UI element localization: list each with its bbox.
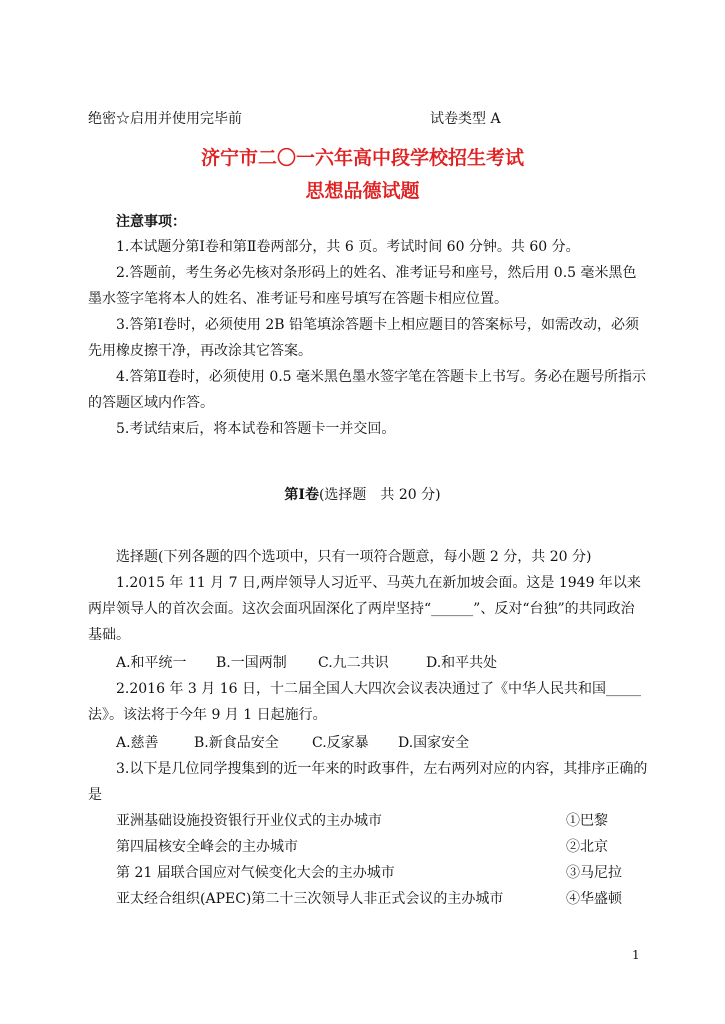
option-d: D.国家安全 <box>398 735 470 751</box>
match-event: 第 21 届联合国应对气候变化大会的主办城市 <box>116 865 395 881</box>
match-row <box>116 808 656 834</box>
question-1-stem: 1.2015 年 11 月 7 日,两岸领导人习近平、马英九在新加坡会面。这是 1949 年以来两岸领导人的首次会面。这次会面巩固深化了两岸坚持“______”、反对“台独”的共同政治基础。 <box>88 575 641 643</box>
match-event: 亚洲基础设施投资银行开业仪式的主办城市 <box>116 813 382 829</box>
notice-item-4: 4.答第Ⅱ卷时，必须使用 0.5 毫米黑色墨水签字笔在答题卡上书写。务必在题号所指示的答题区域内作答。 <box>88 369 647 411</box>
match-city: ①巴黎 <box>566 813 608 829</box>
paper-type-label: 试卷类型 A <box>430 111 501 127</box>
match-city: ②北京 <box>566 839 608 855</box>
exam-title: 济宁市二〇一六年高中段学校招生考试 <box>200 147 524 169</box>
match-city: ③马尼拉 <box>566 865 622 881</box>
option-b: B.新食品安全 <box>194 735 279 751</box>
option-a: A.和平统一 <box>116 655 187 671</box>
option-d: D.和平共处 <box>426 655 498 671</box>
option-c: C.九二共识 <box>318 655 389 671</box>
section1-label: 第Ⅰ卷 <box>284 487 319 503</box>
match-row <box>116 834 656 860</box>
choice-instructions: 选择题(下列各题的四个选项中，只有一项符合题意，每小题 2 分，共 20 分) <box>116 549 592 565</box>
question-2-options <box>116 732 469 752</box>
match-row <box>116 860 656 886</box>
match-city: ④华盛顿 <box>566 891 622 907</box>
section1-desc: (选择题 共 20 分) <box>318 487 441 503</box>
option-c: C.反家暴 <box>312 735 369 751</box>
option-b: B.一国两制 <box>216 655 287 671</box>
notice-item-2: 2.答题前，考生务必先核对条形码上的姓名、准考证号和座号，然后用 0.5 毫米黑色墨水签字笔将本人的姓名、准考证号和座号填写在答题卡相应位置。 <box>88 265 637 307</box>
notice-item-5: 5.考试结束后，将本试卷和答题卡一并交回。 <box>116 421 396 437</box>
question-1-options <box>116 652 497 672</box>
match-event: 亚太经合组织(APEC)第二十三次领导人非正式会议的主办城市 <box>116 891 504 907</box>
question-2-stem: 2.2016 年 3 月 16 日，十二届全国人大四次会议表决通过了《中华人民共和国_____法》。该法将于今年 9 月 1 日起施行。 <box>88 681 641 723</box>
option-a: A.慈善 <box>116 735 159 751</box>
secret-label: 绝密☆启用并使用完毕前 <box>88 111 242 127</box>
notice-item-3: 3.答第Ⅰ卷时，必须使用 2B 铅笔填涂答题卡上相应题目的答案标号，如需改动，必须先用橡皮擦干净，再改涂其它答案。 <box>88 317 639 359</box>
match-row <box>116 886 656 912</box>
subject-title: 思想品德试题 <box>305 180 420 202</box>
notice-heading: 注意事项： <box>116 214 186 230</box>
section1-heading <box>0 484 725 504</box>
question-3-stem: 3.以下是几位同学搜集到的近一年来的时政事件，左右两列对应的内容，其排序正确的是 <box>88 761 648 803</box>
match-event: 第四届核安全峰会的主办城市 <box>116 839 298 855</box>
notice-item-1: 1.本试题分第Ⅰ卷和第Ⅱ卷两部分，共 6 页。考试时间 60 分钟。共 60 分。 <box>116 239 580 255</box>
page-number: 1 <box>632 948 640 962</box>
